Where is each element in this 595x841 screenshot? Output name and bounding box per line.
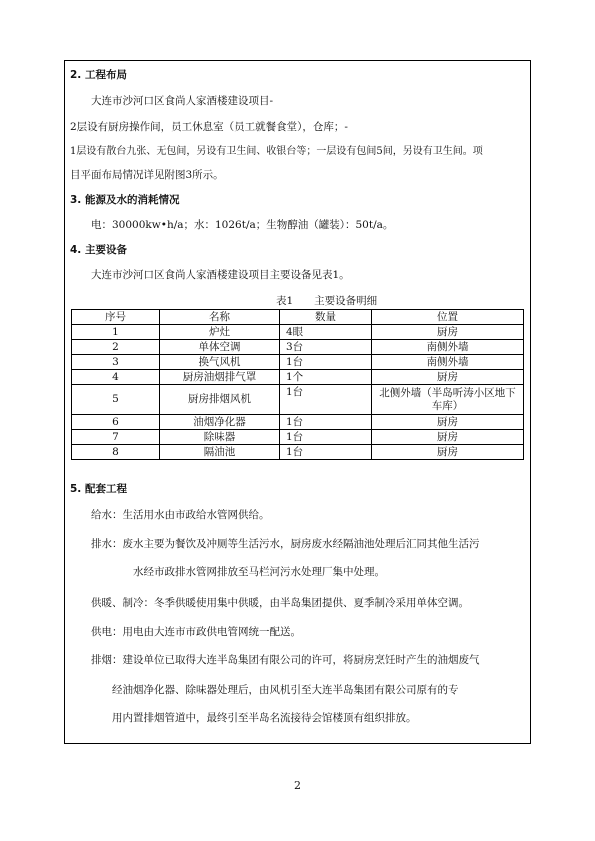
cell-qty: 1台 bbox=[280, 445, 372, 460]
utilities-heading: 5. 配套工程 bbox=[70, 483, 127, 495]
cell-name: 单体空调 bbox=[160, 340, 280, 355]
cell-no: 5 bbox=[72, 385, 160, 415]
table-row bbox=[72, 325, 524, 340]
cell-location: 南侧外墙 bbox=[372, 340, 524, 355]
table-row bbox=[72, 355, 524, 370]
cell-location: 厨房 bbox=[372, 325, 524, 340]
cell-name: 油烟净化器 bbox=[160, 415, 280, 430]
cell-name: 换气风机 bbox=[160, 355, 280, 370]
exhaust-text-3: 用内置排烟管道中，最终引至半岛名流接待会馆楼顶有组织排放。 bbox=[112, 712, 417, 724]
layout-line-3: 1层设有散台九张、无包间，另设有卫生间、收银台等；一层设有包间5间，另设有卫生间。项 bbox=[70, 146, 483, 157]
layout-line-4: 目平面布局情况详见附图3所示。 bbox=[70, 169, 224, 181]
cell-location: 厨房 bbox=[372, 370, 524, 385]
cell-location: 北侧外墙（半岛听涛小区地下车库） bbox=[372, 385, 524, 415]
layout-heading: 2. 工程布局 bbox=[70, 69, 127, 81]
equipment-table bbox=[71, 309, 524, 460]
energy-line: 电：30000kw•h/a；水：1026t/a；生物醇油（罐装）：50t/a。 bbox=[91, 219, 394, 231]
cell-no: 1 bbox=[72, 325, 160, 340]
table-caption: 表1 主要设备明细 bbox=[276, 295, 378, 307]
cell-location: 厨房 bbox=[372, 430, 524, 445]
page-number: 2 bbox=[294, 779, 301, 792]
cell-no: 3 bbox=[72, 355, 160, 370]
cell-no: 7 bbox=[72, 430, 160, 445]
layout-line-1: 大连市沙河口区食尚人家酒楼建设项目- bbox=[91, 95, 274, 107]
cell-location: 厨房 bbox=[372, 445, 524, 460]
cell-qty: 1台 bbox=[280, 415, 372, 430]
table-row bbox=[72, 415, 524, 430]
equipment-intro: 大连市沙河口区食尚人家酒楼建设项目主要设备见表1。 bbox=[91, 269, 350, 281]
cell-location: 厨房 bbox=[372, 415, 524, 430]
col-header-location: 位置 bbox=[372, 310, 524, 325]
cell-name: 炉灶 bbox=[160, 325, 280, 340]
exhaust-text-1: 排烟：建设单位已取得大连半岛集团有限公司的许可，将厨房烹饪时产生的油烟废气 bbox=[91, 654, 480, 666]
drainage-text-2: 水经市政排水管网排放至马栏河污水处理厂集中处理。 bbox=[133, 566, 385, 578]
table-row bbox=[72, 445, 524, 460]
cell-qty: 1台 bbox=[280, 430, 372, 445]
cell-qty: 3台 bbox=[280, 340, 372, 355]
cell-no: 2 bbox=[72, 340, 160, 355]
table-row bbox=[72, 430, 524, 445]
heating-cooling-text: 供暖、制冷：冬季供暖使用集中供暖，由半岛集团提供、夏季制冷采用单体空调。 bbox=[91, 597, 469, 609]
equipment-heading: 4. 主要设备 bbox=[70, 244, 127, 256]
water-supply-text: 给水：生活用水由市政给水管网供给。 bbox=[91, 509, 270, 521]
cell-name: 厨房排烟风机 bbox=[160, 385, 280, 415]
cell-qty: 1个 bbox=[280, 370, 372, 385]
table-row bbox=[72, 340, 524, 355]
cell-name: 隔油池 bbox=[160, 445, 280, 460]
layout-line-2: 2层设有厨房操作间，员工休息室（员工就餐食堂），仓库；- bbox=[70, 121, 348, 133]
table-row bbox=[72, 370, 524, 385]
cell-name: 厨房油烟排气罩 bbox=[160, 370, 280, 385]
cell-no: 4 bbox=[72, 370, 160, 385]
table-header-row bbox=[72, 310, 524, 325]
cell-qty: 1台 bbox=[280, 385, 372, 415]
cell-no: 6 bbox=[72, 415, 160, 430]
cell-name: 除味器 bbox=[160, 430, 280, 445]
power-supply-text: 供电：用电由大连市市政供电管网统一配送。 bbox=[91, 626, 301, 638]
cell-qty: 4眼 bbox=[280, 325, 372, 340]
col-header-qty: 数量 bbox=[280, 310, 372, 325]
col-header-name: 名称 bbox=[160, 310, 280, 325]
table-row bbox=[72, 385, 524, 415]
cell-qty: 1台 bbox=[280, 355, 372, 370]
energy-heading: 3. 能源及水的消耗情况 bbox=[70, 194, 180, 206]
col-header-no: 序号 bbox=[72, 310, 160, 325]
cell-location: 南侧外墙 bbox=[372, 355, 524, 370]
cell-no: 8 bbox=[72, 445, 160, 460]
exhaust-text-2: 经油烟净化器、除味器处理后，由风机引至大连半岛集团有限公司原有的专 bbox=[112, 684, 459, 696]
drainage-text-1: 排水：废水主要为餐饮及冲厕等生活污水，厨房废水经隔油池处理后汇同其他生活污 bbox=[91, 538, 480, 550]
